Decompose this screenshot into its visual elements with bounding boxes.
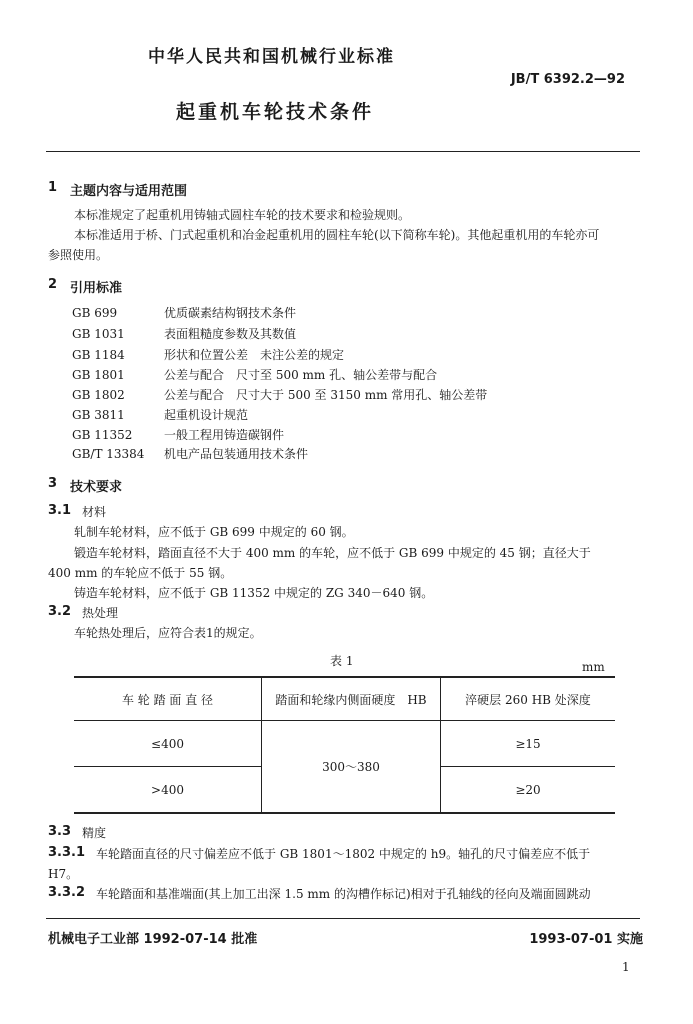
section-1-title: 主题内容与适用范围 — [70, 184, 188, 199]
reference-row — [72, 426, 284, 443]
reference-row — [72, 386, 487, 403]
section-3-1-paragraph-2-cont: 400 mm 的车轮应不低于 55 钢。 — [48, 566, 233, 580]
reference-title: 公差与配合 尺寸至 500 mm 孔、轴公差带与配合 — [164, 368, 438, 382]
table-cell-diameter: >400 — [74, 767, 262, 814]
section-1-paragraph-2-cont: 参照使用。 — [48, 248, 109, 262]
reference-title: 优质碳素结构钢技术条件 — [164, 306, 297, 320]
header-rule — [46, 151, 640, 152]
section-3-number: 3 — [48, 476, 58, 491]
approval-line: 机械电子工业部 1992-07-14 批准 — [48, 932, 258, 947]
reference-row — [72, 445, 308, 462]
section-2-title: 引用标准 — [70, 281, 123, 296]
org-title: 中华人民共和国机械行业标准 — [148, 47, 395, 67]
section-3-2-paragraph-1: 车轮热处理后，应符合表1的规定。 — [74, 626, 262, 640]
table-1-unit: mm — [582, 660, 605, 674]
table-cell-hardness: 300～380 — [262, 721, 441, 814]
reference-row — [72, 304, 296, 321]
section-3-1-number: 3.1 — [48, 503, 72, 518]
reference-code: GB 1802 — [72, 388, 125, 402]
reference-code: GB 1801 — [72, 368, 125, 382]
reference-title: 表面粗糙度参数及其数值 — [164, 327, 297, 341]
reference-code: GB 1031 — [72, 327, 125, 341]
section-3-1-title: 材料 — [82, 505, 107, 519]
table-header-depth: 淬硬层 260 HB 处深度 — [441, 677, 616, 721]
reference-title: 形状和位置公差 未注公差的规定 — [164, 348, 345, 362]
section-3-1-paragraph-3: 铸造车轮材料，应不低于 GB 11352 中规定的 ZG 340－640 钢。 — [74, 586, 434, 600]
reference-code: GB 699 — [72, 306, 118, 320]
section-3-3-2-paragraph: 车轮踏面和基准端面(其上加工出深 1.5 mm 的沟槽作标记)相对于孔轴线的径向及端面圆跳动 — [96, 887, 591, 901]
section-3-3-1-paragraph-cont: H7。 — [48, 867, 79, 881]
table-header-hardness: 踏面和轮缘内侧面硬度 HB — [262, 677, 441, 721]
section-3-3-number: 3.3 — [48, 824, 72, 839]
reference-row — [72, 406, 248, 423]
section-2-number: 2 — [48, 277, 58, 292]
section-3-3-1-number: 3.3.1 — [48, 845, 86, 860]
footer-rule — [46, 918, 640, 919]
section-3-3-title: 精度 — [82, 826, 107, 840]
table-cell-diameter: ≤400 — [74, 721, 262, 767]
table-1-caption: 表 1 — [330, 654, 354, 668]
section-3-title: 技术要求 — [70, 480, 123, 495]
reference-title: 机电产品包装通用技术条件 — [164, 447, 309, 461]
section-3-3-1-paragraph: 车轮踏面直径的尺寸偏差应不低于 GB 1801～1802 中规定的 h9。轴孔的尺寸偏差应不低于 — [96, 847, 591, 861]
section-1-paragraph-2: 本标准适用于桥、门式起重机和冶金起重机用的圆柱车轮(以下简称车轮)。其他起重机用的车轮亦可 — [74, 228, 600, 242]
section-3-1-paragraph-2: 锻造车轮材料，踏面直径不大于 400 mm 的车轮，应不低于 GB 699 中规定的 45 钢；直径大于 — [74, 546, 591, 560]
reference-code: GB 1184 — [72, 348, 125, 362]
reference-code: GB 3811 — [72, 408, 125, 422]
reference-title: 一般工程用铸造碳钢件 — [164, 428, 285, 442]
reference-code: GB 11352 — [72, 428, 133, 442]
section-3-1-paragraph-1: 轧制车轮材料，应不低于 GB 699 中规定的 60 钢。 — [74, 525, 354, 539]
document-title: 起重机车轮技术条件 — [176, 101, 375, 123]
section-3-2-title: 热处理 — [82, 606, 119, 620]
table-1 — [74, 676, 615, 814]
section-3-3-2-number: 3.3.2 — [48, 885, 86, 900]
page-number: 1 — [622, 960, 630, 974]
reference-row — [72, 346, 344, 363]
implementation-date: 1993-07-01 实施 — [529, 932, 643, 947]
reference-title: 起重机设计规范 — [164, 408, 249, 422]
reference-row — [72, 366, 437, 383]
table-cell-depth: ≥15 — [441, 721, 616, 767]
table-cell-depth: ≥20 — [441, 767, 616, 814]
reference-row — [72, 325, 296, 342]
table-header-diameter: 车 轮 踏 面 直 径 — [74, 677, 262, 721]
section-1-number: 1 — [48, 180, 58, 195]
standard-code: JB/T 6392.2—92 — [510, 72, 625, 87]
section-1-paragraph-1: 本标准规定了起重机用铸轴式圆柱车轮的技术要求和检验规则。 — [74, 208, 411, 222]
reference-title: 公差与配合 尺寸大于 500 至 3150 mm 常用孔、轴公差带 — [164, 388, 488, 402]
section-3-2-number: 3.2 — [48, 604, 72, 619]
reference-code: GB/T 13384 — [72, 447, 145, 461]
